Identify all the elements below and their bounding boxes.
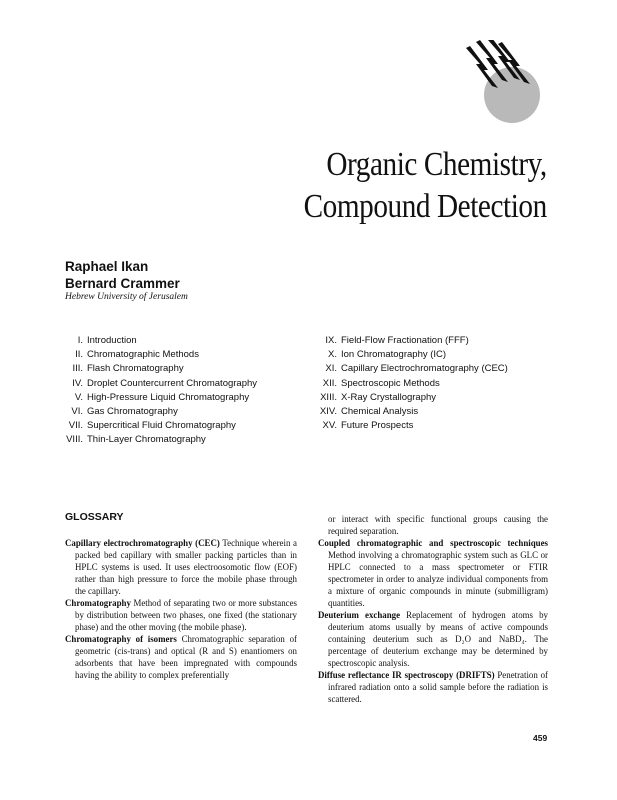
toc-number: VI. [71,405,83,417]
toc-number: I. [77,335,83,346]
glossary-definition: Technique wherein a packed bed capillary with smaller packing particles than in HPLC systems is used. It uses electroosomotic flow (EOF) rather than high pressure to force the mobile phase through the capillary. [75,538,297,596]
toc-number: VII. [68,420,83,432]
toc-label: Field-Flow Fractionation (FFF) [341,335,469,346]
toc-item [60,419,320,433]
toc-number: XV. [322,420,337,432]
affiliation: Hebrew University of Jerusalem [65,292,188,302]
toc-label: Supercritical Fluid Chromatography [87,420,236,432]
glossary-left-column [65,537,297,681]
glossary-entry [318,609,548,669]
glossary-term: Coupled chromatographic and spectroscopic techniques [318,538,548,548]
toc-item [60,405,320,419]
toc-label: Spectroscopic Methods [341,377,440,389]
toc-label: Thin-Layer Chromatography [87,434,206,446]
glossary-right-column [318,513,548,705]
toc-number: XI. [325,363,337,375]
toc-label: Ion Chromatography (IC) [341,349,447,361]
toc-item [314,419,574,433]
title-line-1: Organic Chemistry, [326,146,547,183]
toc-number: III. [72,363,83,375]
toc-label: High-Pressure Liquid Chromatography [87,391,250,403]
toc-number: VIII. [66,434,83,446]
article-title [264,144,547,228]
toc-item [60,348,320,362]
toc-item [314,377,574,391]
toc-item [60,433,320,447]
glossary-term: Diffuse reflectance IR spectroscopy (DRIFTS) [318,670,495,680]
toc-label: Introduction [87,335,137,346]
glossary-term: Chromatography of isomers [65,634,177,644]
toc-number: XIII. [320,391,337,403]
title-line-2: Compound Detection [303,188,547,225]
toc-item [314,348,574,362]
glossary-entry [318,537,548,609]
glossary-term: Deuterium exchange [318,610,401,620]
glossary-entry [65,633,297,681]
toc-label: X-Ray Crystallography [341,391,437,403]
glossary-definition: Chromatographic separation of geometric (cis-trans) and optical (R and S) enantiomers on adsorbents that have been impregnated with compounds having the ability to complex preferentially [75,634,297,680]
toc-right-column [314,334,574,433]
toc-left-column [60,334,320,448]
glossary-definition: Method of separating two or more substances by distribution between two phases, one fixed (the stationary phase) and the other moving (the mobile phase). [75,598,297,632]
toc-number: IX. [325,335,337,346]
logo-circle [484,67,540,123]
toc-number: X. [328,349,337,361]
glossary-continuation: or interact with specific functional groups causing the required separation. [328,514,548,536]
toc-label: Chromatographic Methods [87,349,199,361]
glossary-term: Capillary electrochromatography (CEC) [65,538,220,548]
toc-label: Future Prospects [341,420,414,432]
page-number: 459 [533,733,548,743]
author-list [65,258,180,292]
toc-number: II. [75,349,83,361]
glossary-definition: Method involving a chromatographic system such as GLC or HPLC connected to a mass spectrometer or FTIR spectrometer in order to analyze individual components from a mixture of organic compounds in minute (submilligram) quantities. [328,550,548,608]
toc-number: XII. [322,377,337,389]
toc-label: Flash Chromatography [87,363,184,375]
toc-item [314,405,574,419]
toc-label: Capillary Electrochromatography (CEC) [341,363,508,375]
glossary-definition: Penetration of infrared radiation onto a solid sample before the radiation is scattered. [328,670,548,704]
toc-item [60,334,320,348]
author-name: Bernard Crammer [65,276,180,291]
toc-number: V. [74,391,83,403]
glossary-entry [318,669,548,705]
toc-label: Chemical Analysis [341,405,419,417]
glossary-entry [65,597,297,633]
lightning-bolts-circle-icon [462,40,552,125]
glossary-heading: GLOSSARY [65,511,124,523]
glossary-term: Chromatography [65,598,131,608]
toc-item [60,377,320,391]
toc-label: Gas Chromatography [87,405,178,417]
author-name: Raphael Ikan [65,259,149,274]
toc-item [314,334,574,348]
toc-number: XIV. [319,405,337,417]
toc-number: IV. [72,377,83,389]
toc-item [314,391,574,405]
toc-label: Droplet Countercurrent Chromatography [87,377,258,389]
glossary-definition: Replacement of hydrogen atoms by deuterium atoms usually by means of active compounds containing deuterium such as D₂O and NaBD₄. The percentage of deuterium exchange may be determined by spectroscopic analysis. [328,610,548,668]
glossary-entry [65,537,297,597]
toc-item [60,362,320,376]
toc-item [60,391,320,405]
toc-item [314,362,574,376]
